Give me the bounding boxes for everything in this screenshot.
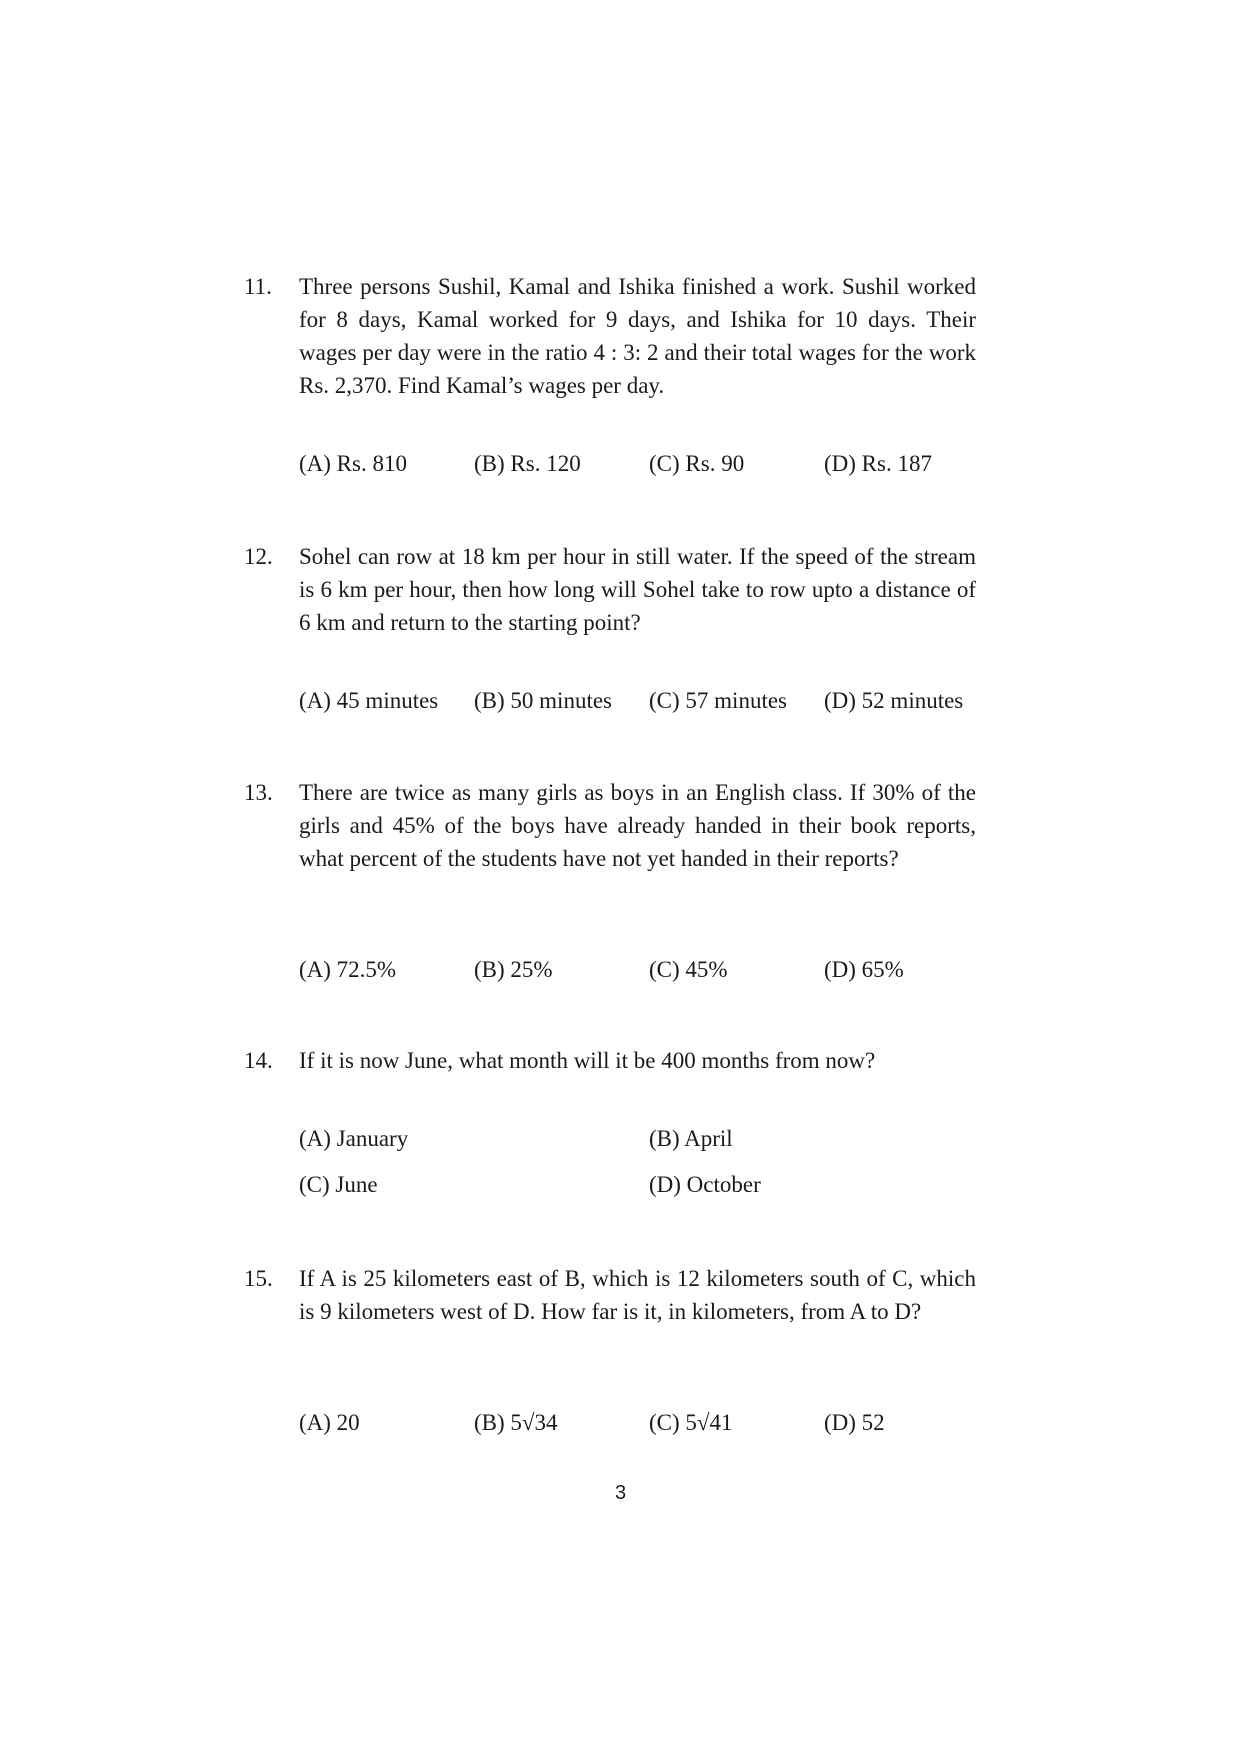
- question-number: 14.: [244, 1048, 273, 1073]
- option-a: (A) 20: [299, 1410, 360, 1435]
- option-b: (B) 25%: [474, 957, 553, 982]
- option-d: (D) Rs. 187: [824, 451, 932, 476]
- option-d: (D) 52 minutes: [824, 688, 964, 713]
- option-c: (C) Rs. 90: [649, 451, 745, 476]
- option-a: (A) January: [299, 1126, 409, 1151]
- question-text: There are twice as many girls as boys in an English class. If 30% of the girls and 45% of the boys have already handed in their book reports, what percent of the students have not yet handed in their reports?: [299, 780, 976, 871]
- option-d: (D) 65%: [824, 957, 904, 982]
- option-d: (D) October: [649, 1172, 761, 1197]
- question-text: Three persons Sushil, Kamal and Ishika finished a work. Sushil worked for 8 days, Kamal worked for 9 days, and Ishika for 10 days. Their wages per day were in the ratio 4 : 3: 2 and their total wages for the work Rs. 2,370. Find Kamal’s wages per day.: [299, 274, 976, 398]
- question-12: [244, 540, 976, 713]
- question-text: Sohel can row at 18 km per hour in still water. If the speed of the stream is 6 km per hour, then how long will Sohel take to row upto a distance of 6 km and return to the starting point?: [299, 544, 976, 635]
- option-c: (C) June: [299, 1172, 378, 1197]
- question-14: [244, 1044, 976, 1197]
- option-b: (B) April: [649, 1126, 733, 1151]
- question-number: 15.: [244, 1266, 273, 1291]
- question-text: If it is now June, what month will it be 400 months from now?: [299, 1048, 876, 1073]
- question-number: 11.: [244, 274, 272, 299]
- option-b: (B) 50 minutes: [474, 688, 612, 713]
- option-a: (A) Rs. 810: [299, 451, 407, 476]
- page-number: 3: [614, 1482, 627, 1504]
- question-15: [244, 1262, 976, 1435]
- question-number: 13.: [244, 780, 273, 805]
- option-c: (C) 45%: [649, 957, 728, 982]
- question-number: 12.: [244, 544, 273, 569]
- option-a: (A) 72.5%: [299, 957, 397, 982]
- option-b: (B) Rs. 120: [474, 451, 581, 476]
- option-b: (B) 5√34: [474, 1410, 558, 1435]
- option-d: (D) 52: [824, 1410, 885, 1435]
- question-13: [244, 776, 976, 982]
- question-text: If A is 25 kilometers east of B, which is 12 kilometers south of C, which is 9 kilometers west of D. How far is it, in kilometers, from A to D?: [299, 1266, 976, 1324]
- option-c: (C) 5√41: [649, 1410, 733, 1435]
- option-c: (C) 57 minutes: [649, 688, 787, 713]
- option-a: (A) 45 minutes: [299, 688, 439, 713]
- question-11: [244, 270, 976, 476]
